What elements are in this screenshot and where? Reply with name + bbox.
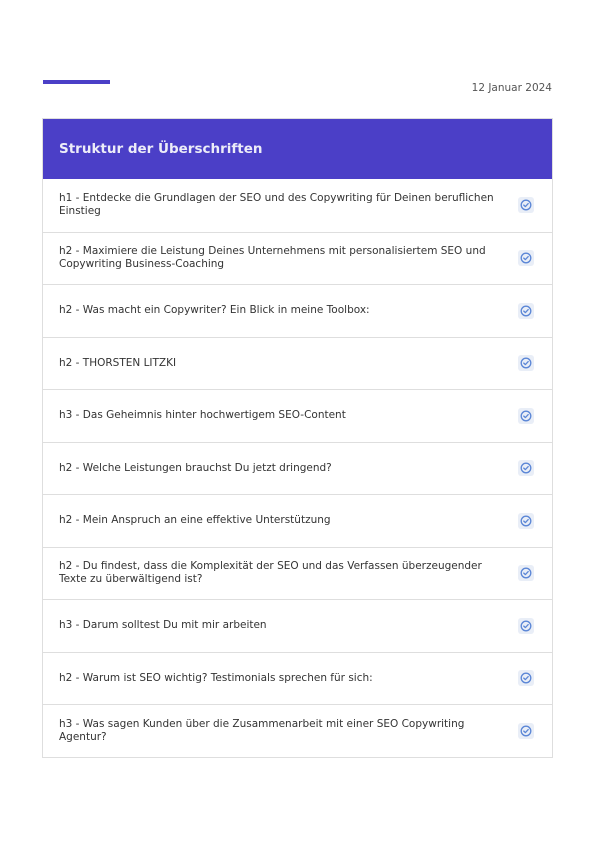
heading-text: h3 - Was sagen Kunden über die Zusammenarbeit mit einer SEO Copywriting Agentur? (59, 717, 465, 743)
check-circle-icon (518, 460, 534, 476)
table-row (43, 389, 552, 442)
heading-text: h2 - Mein Anspruch an eine effektive Unterstützung (59, 514, 331, 527)
table-row (43, 232, 552, 285)
table-row (43, 337, 552, 390)
table-row (43, 652, 552, 705)
table-row (43, 704, 552, 757)
table-row (43, 599, 552, 652)
check-circle-icon (518, 618, 534, 634)
check-circle-icon (518, 250, 534, 266)
check-circle-icon (518, 670, 534, 686)
table-row (43, 494, 552, 547)
heading-text: h2 - Maximiere die Leistung Deines Unternehmens mit personalisiertem SEO und Copywriting Business-Coaching (59, 245, 486, 271)
check-circle-icon (518, 723, 534, 739)
table-rows (43, 179, 552, 757)
accent-bar (43, 80, 110, 84)
table-row (43, 179, 552, 232)
table-title: Struktur der Überschriften (59, 141, 263, 157)
check-circle-icon (518, 303, 534, 319)
heading-text: h2 - THORSTEN LITZKI (59, 356, 177, 369)
table-row (43, 284, 552, 337)
heading-text: h1 - Entdecke die Grundlagen der SEO und des Copywriting für Deinen beruflichen Einstieg (59, 192, 494, 218)
check-circle-icon (518, 565, 534, 581)
heading-text: h2 - Du findest, dass die Komplexität der SEO und das Verfassen überzeugender Texte zu überwältigend ist? (59, 560, 482, 586)
check-circle-icon (518, 513, 534, 529)
heading-text: h2 - Was macht ein Copywriter? Ein Blick in meine Toolbox: (59, 304, 370, 317)
heading-text: h3 - Darum solltest Du mit mir arbeiten (59, 619, 267, 632)
heading-text: h2 - Warum ist SEO wichtig? Testimonials sprechen für sich: (59, 671, 373, 684)
report-date: 12 Januar 2024 (471, 82, 552, 94)
heading-text: h2 - Welche Leistungen brauchst Du jetzt dringend? (59, 461, 332, 474)
check-circle-icon (518, 355, 534, 371)
table-row (43, 442, 552, 495)
table-header (43, 119, 552, 179)
table-row (43, 547, 552, 600)
check-circle-icon (518, 408, 534, 424)
check-circle-icon (518, 197, 534, 213)
heading-text: h3 - Das Geheimnis hinter hochwertigem SEO-Content (59, 409, 346, 422)
headings-table (42, 118, 553, 758)
